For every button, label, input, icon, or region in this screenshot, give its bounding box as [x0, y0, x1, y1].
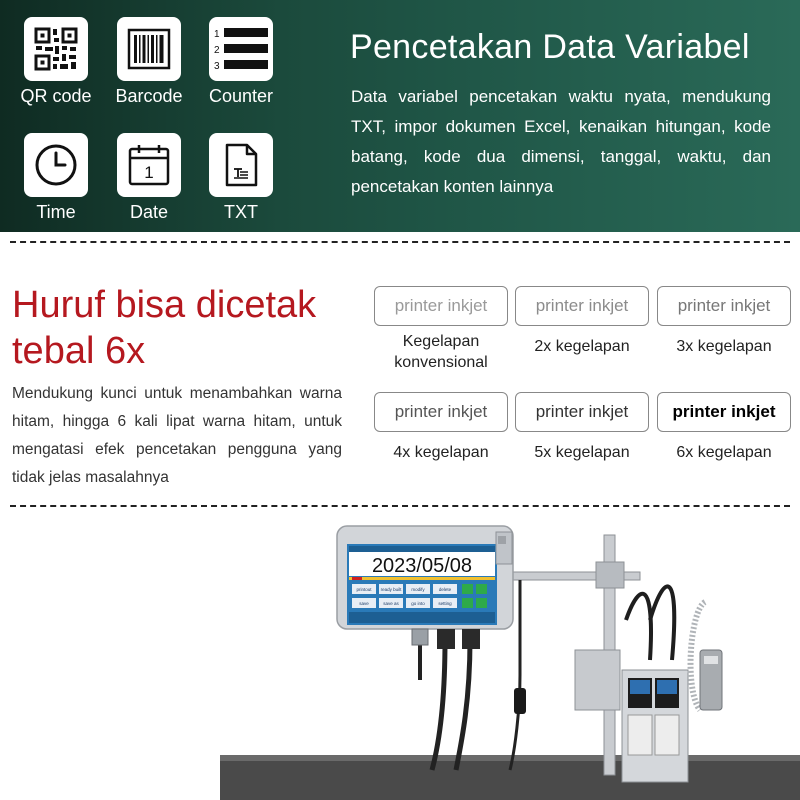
screen-button-label: delete [438, 587, 452, 592]
sample-caption: 2x kegelapan [534, 338, 630, 355]
darkness-sample-3 [657, 286, 791, 357]
darkness-description: Mendukung kunci untuk menambahkan warna hitam, hingga 6 kali lipat warna hitam, untuk mengatasi efek pencetakan pengguna yang tidak jelas masalahnya [12, 385, 342, 486]
sample-box: printer inkjet [657, 392, 791, 432]
screen-button-label: modify [411, 587, 425, 592]
banner-description: Data variabel pencetakan waktu nyata, mendukung TXT, impor dokumen Excel, kenaikan hitungan, kode batang, kode dua dimensi, tanggal, waktu, dan pencetakan konten lainnya [351, 87, 771, 196]
qr-code-feature [11, 17, 101, 107]
screen-button-label: go into [411, 601, 425, 606]
darkness-sample-6 [657, 392, 791, 463]
qr-code-icon [24, 17, 88, 81]
divider-top [10, 241, 790, 243]
barcode-icon [117, 17, 181, 81]
screen-button-label: save as [383, 601, 399, 606]
counter-number-1: 1 [214, 29, 220, 40]
sample-caption: 6x kegelapan [676, 444, 772, 461]
sample-caption: Kegelapan konvensional [394, 333, 488, 371]
txt-file-icon [209, 133, 273, 197]
barcode-feature [104, 17, 194, 107]
conveyor-belt [220, 755, 800, 800]
txt-feature [196, 133, 286, 223]
sample-caption: 5x kegelapan [534, 444, 630, 461]
sample-box: printer inkjet [515, 392, 649, 432]
txt-label: TXT [224, 202, 258, 222]
calendar-icon [117, 133, 181, 197]
screen-button-label: setting [438, 601, 452, 606]
sample-box: printer inkjet [515, 286, 649, 326]
darkness-sample-4 [374, 392, 508, 463]
counter-label: Counter [208, 86, 274, 106]
banner-title: Pencetakan Data Variabel [350, 28, 750, 66]
barcode-label: Barcode [115, 86, 183, 106]
counter-number-2: 2 [214, 45, 220, 56]
darkness-sample-2 [515, 286, 649, 357]
sample-caption: 4x kegelapan [393, 444, 489, 461]
qr-code-label: QR code [20, 86, 92, 106]
darkness-sample-1 [374, 286, 508, 373]
darkness-title: Huruf bisa dicetak tebal 6x [12, 284, 317, 372]
inkjet-printer-illustration [0, 510, 800, 800]
calendar-day: 1 [144, 163, 154, 182]
sample-box: printer inkjet [374, 286, 508, 326]
screen-date: 2023/05/08 [371, 555, 473, 577]
date-feature [104, 133, 194, 223]
screen-button-label: ready built [380, 587, 402, 592]
counter-feature [196, 17, 286, 107]
date-label: Date [129, 202, 169, 222]
divider-bottom [10, 505, 790, 507]
counter-number-3: 3 [214, 61, 220, 72]
clock-icon [24, 133, 88, 197]
darkness-sample-5 [515, 392, 649, 463]
counter-icon [209, 17, 273, 81]
sample-caption: 3x kegelapan [676, 338, 772, 355]
time-label: Time [36, 202, 76, 222]
sample-box: printer inkjet [374, 392, 508, 432]
variable-data-banner [0, 0, 800, 232]
head-bracket [575, 650, 620, 710]
time-feature [11, 133, 101, 223]
screen-button-label: save [359, 601, 369, 606]
screen-button-label: printout [356, 587, 372, 592]
sample-box: printer inkjet [657, 286, 791, 326]
